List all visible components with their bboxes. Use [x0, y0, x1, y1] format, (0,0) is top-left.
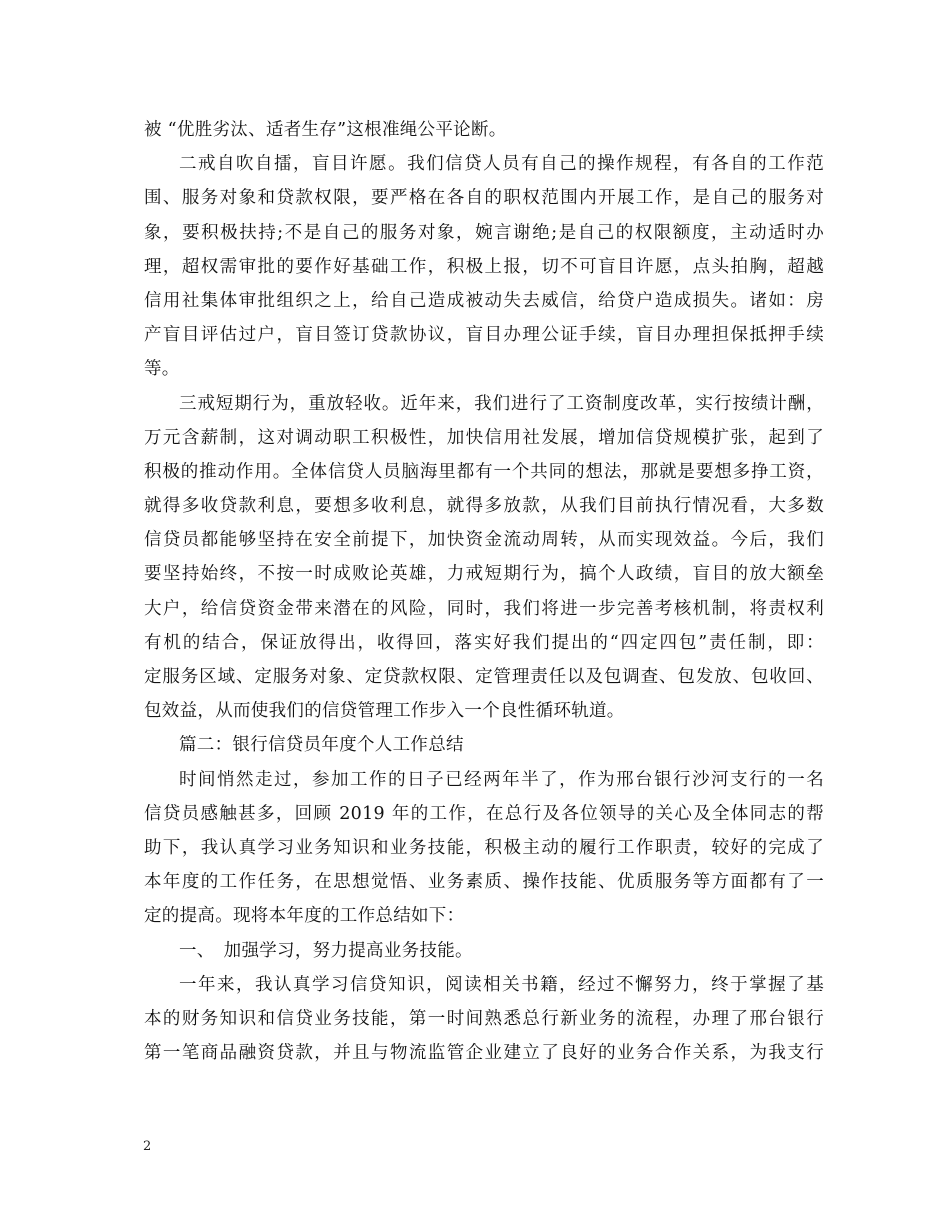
text-line: 围、服务对象和贷款权限，要严格在各自的职权范围内开展工作，是自己的服务对: [144, 188, 824, 209]
text-line: 时间悄然走过，参加工作的日子已经两年半了，作为邢台银行沙河支行的一名: [179, 769, 824, 790]
text-line: 被 “优胜劣汰、适者生存”这根准绳公平论断。: [144, 120, 507, 140]
text-line: 第一笔商品融资贷款，并且与物流监管企业建立了良好的业务合作关系，为我支行: [144, 1043, 824, 1064]
text-line: 二戒自吹自擂，盲目许愿。我们信贷人员有自己的操作规程，有各自的工作范: [179, 154, 824, 175]
text-line: 信贷员感触甚多，回顾 2019 年的工作，在总行及各位领导的关心及全体同志的帮: [144, 803, 824, 824]
text-line: 定服务区域、定服务对象、定贷款权限、定管理责任以及包调查、包发放、包收回、: [144, 667, 824, 687]
section-heading: 篇二：银行信贷员年度个人工作总结: [179, 735, 464, 756]
text-line: 万元含薪制，这对调动职工积极性，加快信用社发展，增加信贷规模扩张，起到了: [144, 427, 824, 448]
text-line: 产盲目评估过户，盲目签订贷款协议，盲目办理公证手续，盲目办理担保抵押手续: [144, 325, 824, 346]
text-line: 有机的结合，保证放得出，收得回，落实好我们提出的“四定四包”责任制，即：: [144, 632, 824, 653]
text-line: 象，要积极扶持;不是自己的服务对象，婉言谢绝;是自己的权限额度，主动适时办: [144, 222, 824, 243]
page-number: 2: [143, 1139, 152, 1154]
text-line: 大户，给信贷资金带来潜在的风险，同时，我们将进一步完善考核机制，将责权利: [144, 598, 824, 619]
text-line: 理，超权需审批的要作好基础工作，积极上报，切不可盲目许愿，点头拍胸，超越: [144, 256, 824, 277]
text-line: 三戒短期行为，重放轻收。近年来，我们进行了工资制度改革，实行按绩计酬，: [179, 393, 824, 414]
text-line: 一年来，我认真学习信贷知识，阅读相关书籍，经过不懈努力，终于掌握了基: [179, 974, 824, 995]
text-line: 信用社集体审批组织之上，给自己造成被动失去威信，给贷户造成损失。诸如：房: [144, 290, 824, 311]
text-line: 要坚持始终，不按一时成败论英雄，力戒短期行为，搞个人政绩，盲目的放大额垒: [144, 564, 824, 585]
numbered-heading: 一、 加强学习，努力提高业务技能。: [179, 940, 473, 961]
text-line: 信贷员都能够坚持在安全前提下，加快资金流动周转，从而实现效益。今后，我们: [144, 530, 824, 551]
body-text: [144, 113, 824, 1070]
text-line: 包效益，从而使我们的信贷管理工作步入一个良性循环轨道。: [144, 701, 625, 722]
text-line: 助下，我认真学习业务知识和业务技能，积极主动的履行工作职责，较好的完成了: [144, 837, 824, 858]
text-line: 本的财务知识和信贷业务技能，第一时间熟悉总行新业务的流程，办理了邢台银行: [144, 1008, 824, 1029]
text-line: 本年度的工作任务，在思想觉悟、业务素质、操作技能、优质服务等方面都有了一: [144, 872, 824, 893]
text-line: 积极的推动作用。全体信贷人员脑海里都有一个共同的想法，那就是要想多挣工资，: [144, 461, 824, 482]
text-line: 就得多收贷款利息，要想多收利息，就得多放款，从我们目前执行情况看，大多数: [144, 496, 824, 517]
text-line: 等。: [144, 359, 180, 380]
text-line: 定的提高。现将本年度的工作总结如下：: [144, 906, 465, 927]
